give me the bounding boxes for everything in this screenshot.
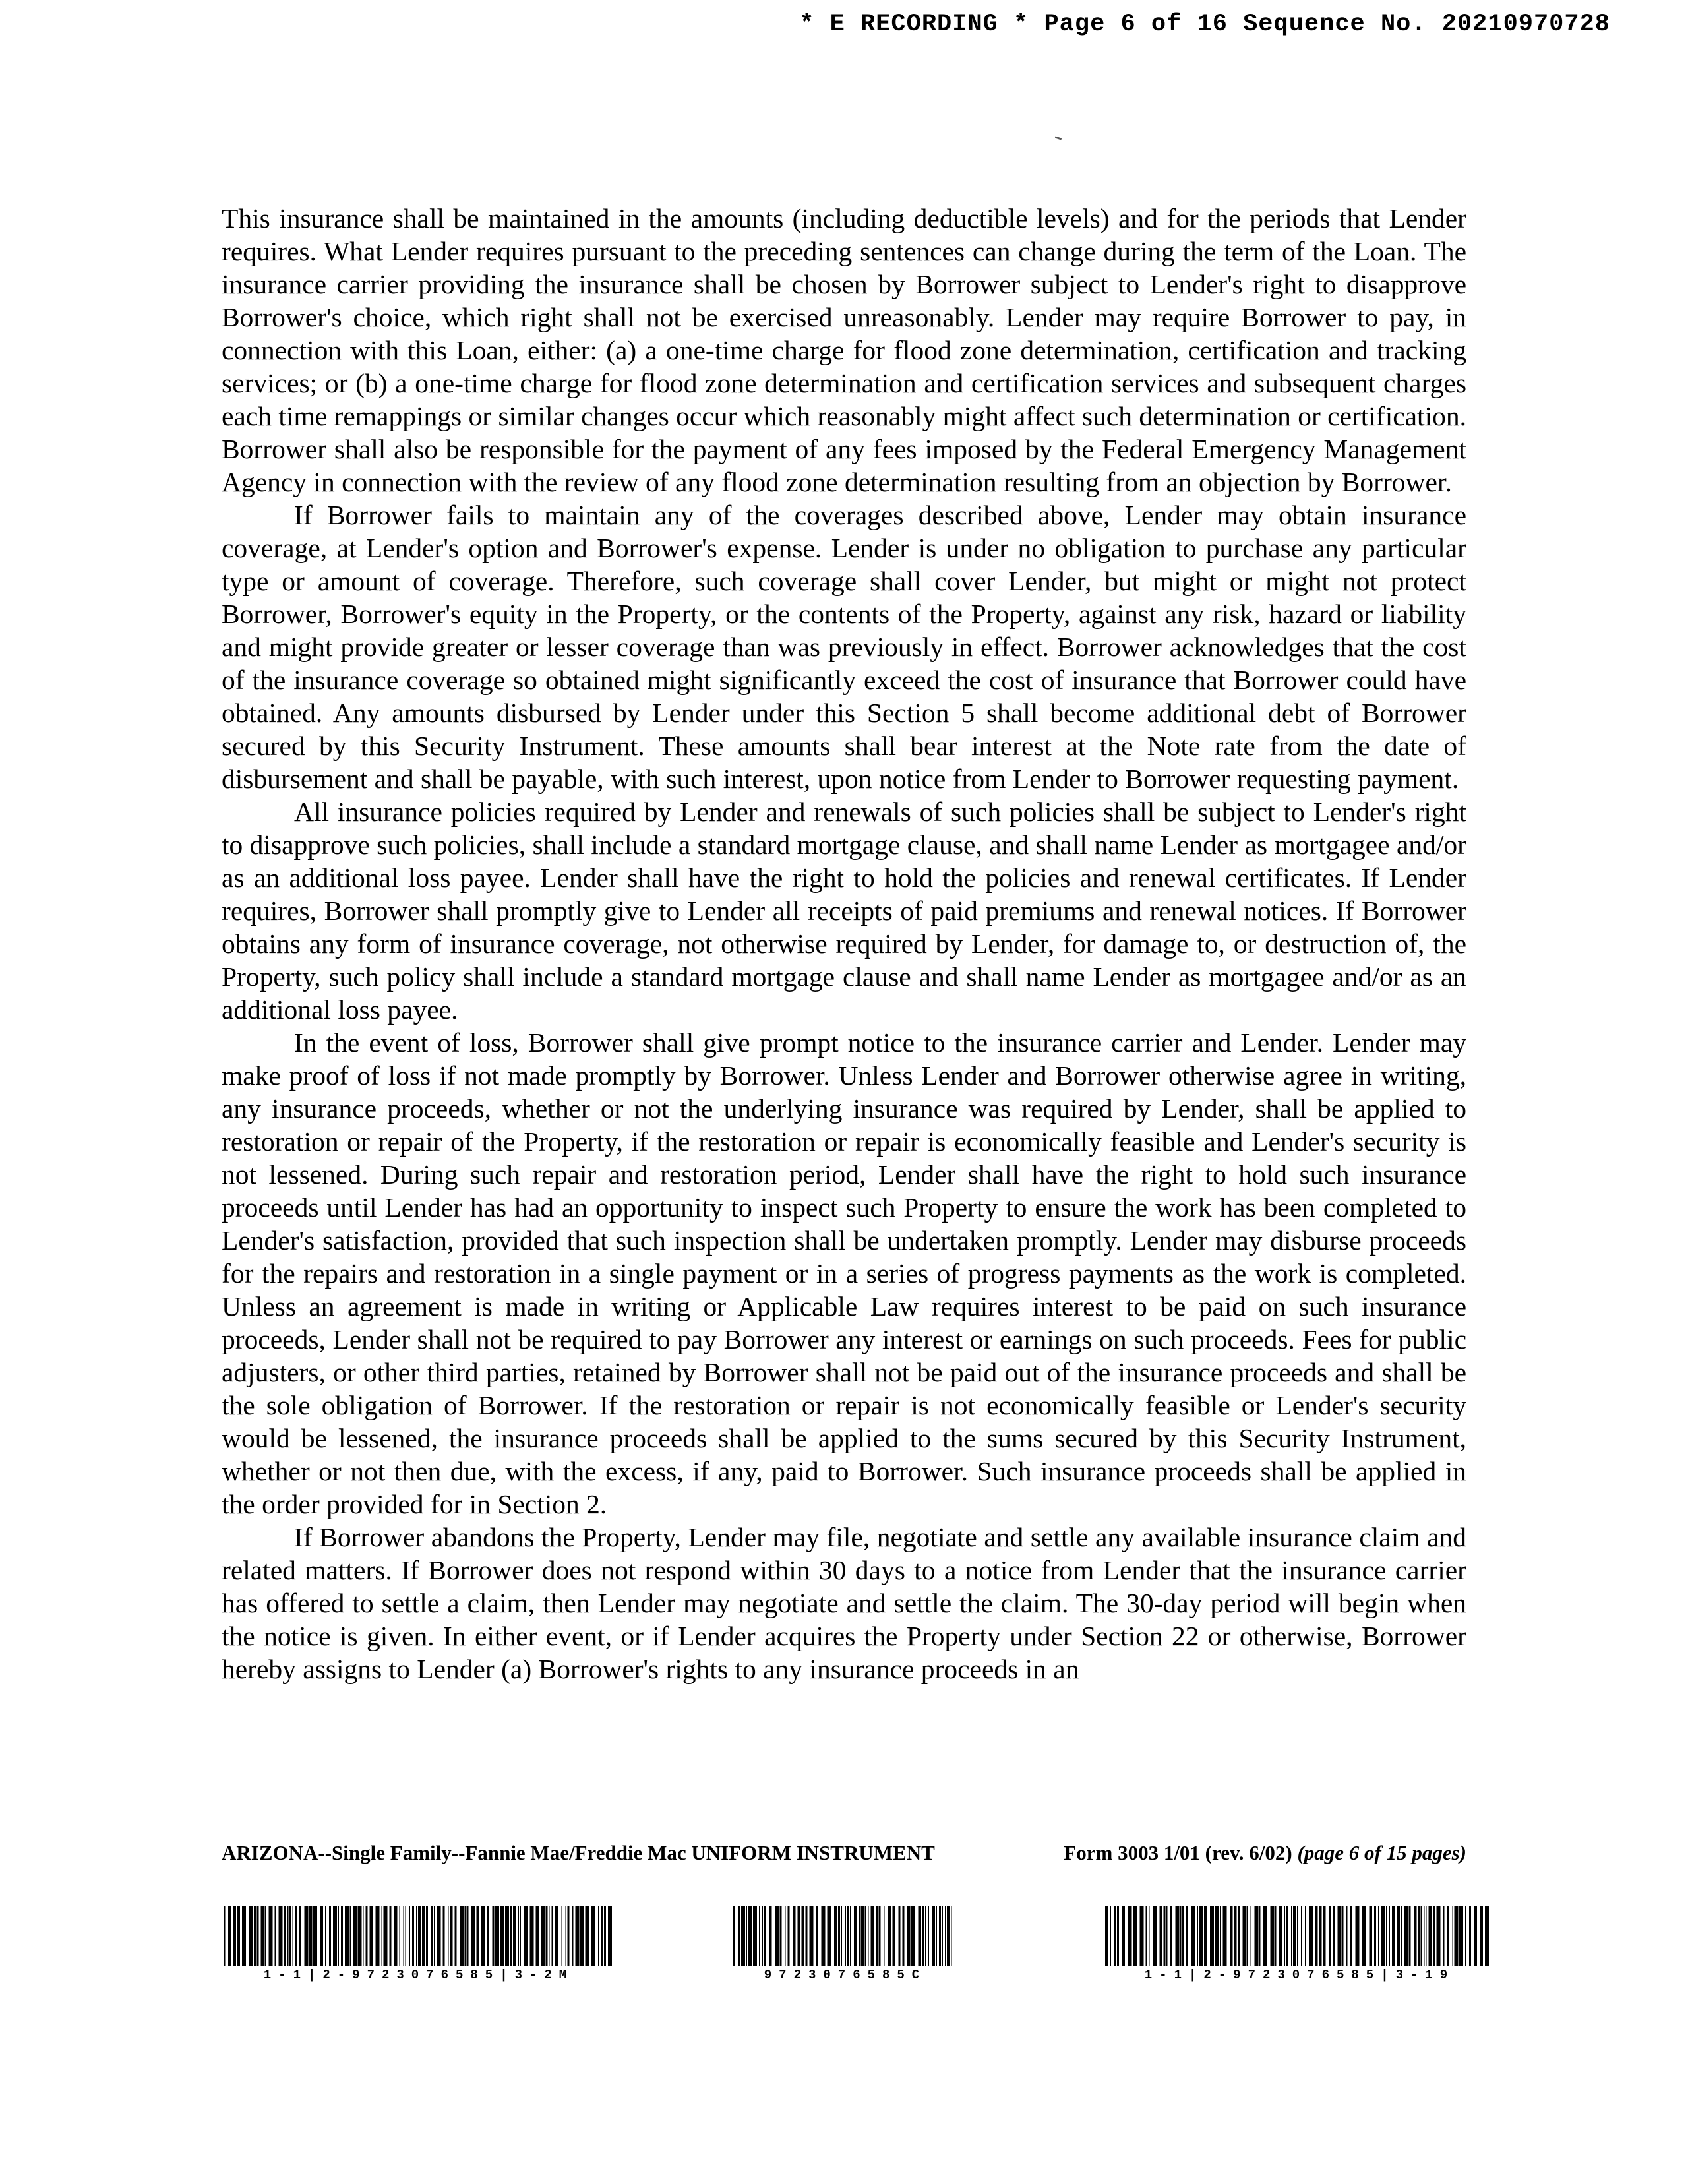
barcode-bar: [741, 1906, 745, 1966]
barcode-bar: [893, 1906, 896, 1966]
barcode-bar: [437, 1906, 441, 1966]
barcode-bar: [520, 1906, 522, 1966]
barcode-bar: [345, 1906, 349, 1966]
barcode-bar: [591, 1906, 595, 1966]
barcode-bar: [576, 1906, 580, 1966]
barcode-bar: [1255, 1906, 1259, 1966]
barcode-bar: [859, 1906, 860, 1966]
barcode-bar: [404, 1906, 405, 1966]
barcode-bar: [793, 1906, 796, 1966]
barcode-bar: [598, 1906, 599, 1966]
barcode-bar: [907, 1906, 911, 1966]
barcode-bar: [1284, 1906, 1286, 1966]
barcode-bar: [1437, 1906, 1441, 1966]
barcode-bar: [418, 1906, 421, 1966]
barcode-bar: [1166, 1906, 1168, 1966]
barcode-bar: [841, 1906, 843, 1966]
barcode-bar: [1447, 1906, 1449, 1966]
barcode-bar: [269, 1906, 273, 1966]
barcode-bar: [1342, 1906, 1344, 1966]
barcode-bars-right: [1105, 1906, 1494, 1966]
barcode-bars-center: [733, 1906, 957, 1966]
barcode-bar: [434, 1906, 435, 1966]
scan-mark: [1055, 136, 1062, 140]
barcode-bar: [1263, 1906, 1267, 1966]
barcode-bar: [546, 1906, 548, 1966]
page-count-note: (page 6 of 15 pages): [1297, 1841, 1466, 1864]
barcode-bar: [1160, 1906, 1163, 1966]
barcode-bar: [879, 1906, 881, 1966]
barcode-bar: [1404, 1906, 1408, 1966]
barcode-bar: [1401, 1906, 1402, 1966]
barcode-bar: [460, 1906, 464, 1966]
barcode-bar: [1418, 1906, 1420, 1966]
barcode-bar: [541, 1906, 545, 1966]
barcode-bar: [505, 1906, 509, 1966]
barcode-bar: [1362, 1906, 1366, 1966]
barcode-bar: [1424, 1906, 1425, 1966]
barcode-bar: [1117, 1906, 1119, 1966]
barcode-bar: [1275, 1906, 1277, 1966]
barcode-bar: [295, 1906, 297, 1966]
barcode-bar: [806, 1906, 808, 1966]
paragraph-insurance-policies: All insurance policies required by Lender and renewals of such policies shall be subject to Lender's right to disapprove such policies, shall include a standard mortgage clause, and shall name Lender as mortgagee and/or as an additional loss payee. Lender shall have the right to hold the policies and renewal certificates. If Lender requires, Borrower shall promptly give to Lender all receipts of paid premiums and renewal notices. If Borrower obtains any form of insurance coverage, not otherwise required by Lender, for damage to, or destruction of, the Property, such policy shall include a standard mortgage clause and shall name Lender as mortgagee and/or as an additional loss payee.: [222, 797, 1466, 1025]
barcode-bar: [1315, 1906, 1318, 1966]
document-body: [222, 202, 1466, 1685]
barcode-bar: [320, 1906, 324, 1966]
barcode-bar: [287, 1906, 289, 1966]
barcode-bar: [261, 1906, 264, 1966]
paragraph-lender-coverage: If Borrower fails to maintain any of the coverages described above, Lender may obtain insurance coverage, at Lender's option and Borrower's expense. Lender is under no obligation to purchase any particular type or amount of coverage. Therefore, such coverage shall cover Lender, but might or might not protect Borrower, Borrower's equity in the Property, or the contents of the Property, against any risk, hazard or liability and might provide greater or lesser coverage than was previously in effect. Borrower acknowledges that the cost of the insurance coverage so obtained might significantly exceed the cost of insurance that Borrower could have obtained. Any amounts disbursed by Lender under this Section 5 shall become additional debt of Borrower secured by this Security Instrument. These amounts shall bear interest at the Note rate from the date of disbursement and shall be payable, with such interest, upon notice from Lender to Borrower requesting payment.: [222, 500, 1466, 794]
barcode-bar: [406, 1906, 407, 1966]
barcode-bar: [822, 1906, 826, 1966]
barcode-bar: [1180, 1906, 1182, 1966]
barcode-bar: [911, 1906, 915, 1966]
barcode-bar: [384, 1906, 388, 1966]
barcode-bar: [951, 1906, 952, 1966]
barcode-bar: [936, 1906, 938, 1966]
barcode-bar: [400, 1906, 401, 1966]
barcode-bar: [868, 1906, 869, 1966]
barcode-bar: [865, 1906, 866, 1966]
barcode-bar: [370, 1906, 373, 1966]
barcode-bar: [945, 1906, 946, 1966]
barcode-bar: [228, 1906, 231, 1966]
barcode-bar: [284, 1906, 286, 1966]
barcode-bar: [513, 1906, 516, 1966]
barcode-bar: [759, 1906, 760, 1966]
barcode-bar: [942, 1906, 944, 1966]
barcode-bar: [313, 1906, 317, 1966]
barcode-bar: [1329, 1906, 1331, 1966]
barcode-bar: [810, 1906, 814, 1966]
paragraph-abandonment: If Borrower abandons the Property, Lender may file, negotiate and settle any available insurance claim and related matters. If Borrower does not respond within 30 days to a notice from Lender that the insurance carrier has offered to settle a claim, then Lender may negotiate and settle the claim. The 30-day period will begin when the notice is given. In either event, or if Lender acquires the Property under Section 22 or otherwise, Borrower hereby assigns to Lender (a) Borrower's rights to any insurance proceeds in an: [222, 1522, 1466, 1684]
barcode-bar: [586, 1906, 589, 1966]
barcode-bar: [775, 1906, 779, 1966]
barcode-bar: [431, 1906, 433, 1966]
barcode-bar: [376, 1906, 380, 1966]
barcode-bar: [947, 1906, 950, 1966]
barcode-bar: [1149, 1906, 1150, 1966]
barcode-bar: [524, 1906, 528, 1966]
barcode-bar: [1485, 1906, 1489, 1966]
barcode-bar: [1234, 1906, 1237, 1966]
barcode-bars-left: [224, 1906, 613, 1966]
barcode-bar: [903, 1906, 905, 1966]
barcode-bar: [1465, 1906, 1466, 1966]
barcode-bar: [769, 1906, 772, 1966]
barcode-caption-right: 1-1|2-9723076585|3-19: [1144, 1968, 1455, 1982]
barcode-bar: [1397, 1906, 1401, 1966]
barcode-bar: [1291, 1906, 1292, 1966]
barcode-bar: [510, 1906, 512, 1966]
barcode-bar: [1381, 1906, 1385, 1966]
barcode-bar: [536, 1906, 539, 1966]
barcode-bar: [1323, 1906, 1326, 1966]
barcode-bar: [1230, 1906, 1233, 1966]
barcode-bar: [450, 1906, 453, 1966]
barcode-bar: [493, 1906, 495, 1966]
barcode-bar: [608, 1906, 612, 1966]
barcode-bar: [601, 1906, 603, 1966]
barcode-bar: [1170, 1906, 1172, 1966]
barcode-bar: [919, 1906, 922, 1966]
barcode-bar: [257, 1906, 259, 1966]
barcode-bar: [495, 1906, 499, 1966]
barcode-bar: [1259, 1906, 1261, 1966]
barcode-bar: [1370, 1906, 1373, 1966]
barcode-caption-center: 9723076585C: [764, 1968, 927, 1982]
barcode-bar: [845, 1906, 847, 1966]
barcode-bar: [764, 1906, 766, 1966]
barcode-bar: [753, 1906, 757, 1966]
barcode-bar: [1279, 1906, 1282, 1966]
barcode-bar: [309, 1906, 313, 1966]
barcode-bar: [834, 1906, 837, 1966]
barcode-bar: [1114, 1906, 1116, 1966]
barcode-bar: [530, 1906, 534, 1966]
barcode-bar: [1271, 1906, 1275, 1966]
barcode-bar: [580, 1906, 584, 1966]
barcode-bar: [412, 1906, 414, 1966]
barcode-bar: [1455, 1906, 1459, 1966]
barcode-bar: [884, 1906, 885, 1966]
barcode-bar: [394, 1906, 398, 1966]
barcode-bar: [448, 1906, 449, 1966]
barcode-bar: [1204, 1906, 1207, 1966]
barcode-bar: [426, 1906, 428, 1966]
barcode-bar: [390, 1906, 392, 1966]
barcode-bar: [1392, 1906, 1395, 1966]
form-id: [1064, 1841, 1466, 1865]
barcode-bar: [338, 1906, 340, 1966]
barcode-bar: [733, 1906, 735, 1966]
barcode-bar: [1251, 1906, 1252, 1966]
barcode-bar: [1305, 1906, 1306, 1966]
barcode-bar: [279, 1906, 283, 1966]
barcode-bar: [1197, 1906, 1199, 1966]
barcode-bar: [566, 1906, 567, 1966]
barcode-bar: [746, 1906, 748, 1966]
barcode-bar: [1469, 1906, 1471, 1966]
barcode-bar: [443, 1906, 445, 1966]
barcode-bar: [1453, 1906, 1454, 1966]
barcode-bar: [353, 1906, 357, 1966]
barcode-right: [1105, 1906, 1494, 1982]
barcode-bar: [568, 1906, 570, 1966]
barcode-bar: [1182, 1906, 1184, 1966]
barcode-bar: [1480, 1906, 1484, 1966]
barcode-bar: [477, 1906, 480, 1966]
barcode-bar: [1301, 1906, 1302, 1966]
barcode-bar: [1319, 1906, 1322, 1966]
paragraph-event-of-loss: In the event of loss, Borrower shall give prompt notice to the insurance carrier and Lender. Lender may make proof of loss if not made promptly by Borrower. Unless Lender and Borrower otherwise agree in writing, any insurance proceeds, whether or not the underlying insurance was required by Lender, shall be applied to restoration or repair of the Property, if the restoration or repair is economically feasible and Lender's security is not lessened. During such repair and restoration period, Lender shall have the right to hold such insurance proceeds until Lender has had an opportunity to inspect such Property to ensure the work has been completed to Lender's satisfaction, provided that such inspection shall be undertaken promptly. Lender may disburse proceeds for the repairs and restoration in a single payment or in a series of progress payments as the work is completed. Unless an agreement is made in writing or Applicable Law requires interest to be paid on such insurance proceeds, Lender shall not be required to pay Borrower any interest or earnings on such proceeds. Fees for public adjusters, or other third parties, retained by Borrower shall not be paid out of the insurance proceeds and shall be the sole obligation of Borrower. If the restoration or repair is not economically feasible or Lender's security would be lessened, the insurance proceeds shall be applied to the sums secured by this Security Instrument, whether or not then due, with the excess, if any, paid to Borrower. Such insurance proceeds shall be applied in the order provided for in Section 2.: [222, 1027, 1466, 1519]
barcode-bar: [1243, 1906, 1246, 1966]
barcode-bar: [1426, 1906, 1427, 1966]
barcode-bar: [562, 1906, 563, 1966]
barcode-bar: [1186, 1906, 1188, 1966]
barcode-bar: [1199, 1906, 1203, 1966]
barcode-bar: [471, 1906, 475, 1966]
barcode-bar: [1286, 1906, 1288, 1966]
barcode-bar: [1338, 1906, 1342, 1966]
barcode-bar: [363, 1906, 364, 1966]
barcode-bar: [1176, 1906, 1180, 1966]
barcode-bar: [366, 1906, 368, 1966]
barcode-bar: [1474, 1906, 1478, 1966]
barcode-bar: [242, 1906, 246, 1966]
barcode-bar: [1443, 1906, 1445, 1966]
barcode-bar: [350, 1906, 351, 1966]
barcode-bar: [748, 1906, 752, 1966]
barcode-bar: [409, 1906, 411, 1966]
barcode-bar: [1378, 1906, 1379, 1966]
barcode-bar: [1429, 1906, 1432, 1966]
barcode-bar: [1122, 1906, 1126, 1966]
barcode-bar: [1374, 1906, 1376, 1966]
barcode-bar: [555, 1906, 558, 1966]
barcode-bar: [847, 1906, 849, 1966]
barcode-bar: [1414, 1906, 1417, 1966]
barcode-bar: [1389, 1906, 1391, 1966]
barcode-bar: [1220, 1906, 1221, 1966]
barcode-bar: [341, 1906, 343, 1966]
barcode-bar: [899, 1906, 901, 1966]
barcode-bar: [762, 1906, 764, 1966]
barcode-bar: [455, 1906, 457, 1966]
barcode-bar: [233, 1906, 237, 1966]
barcode-bar: [1459, 1906, 1463, 1966]
barcode-bar: [299, 1906, 301, 1966]
barcode-bar: [876, 1906, 878, 1966]
barcode-bar: [1140, 1906, 1144, 1966]
barcode-bar: [788, 1906, 790, 1966]
barcode-bar: [572, 1906, 574, 1966]
barcode-bar: [785, 1906, 786, 1966]
barcode-caption-left: 1-1|2-9723076585|3-2M: [263, 1968, 574, 1982]
barcode-bar: [325, 1906, 326, 1966]
barcode-bar: [293, 1906, 294, 1966]
barcode-bar: [816, 1906, 818, 1966]
barcode-bar: [850, 1906, 851, 1966]
barcode-bar: [1293, 1906, 1296, 1966]
barcode-bar: [1356, 1906, 1360, 1966]
barcode-bar: [518, 1906, 520, 1966]
barcode-bar: [1223, 1906, 1227, 1966]
barcode-bar: [861, 1906, 864, 1966]
barcode-bar: [1210, 1906, 1214, 1966]
barcode-bar: [1238, 1906, 1240, 1966]
paragraph-insurance-amounts: This insurance shall be maintained in the amounts (including deductible levels) and for the periods that Lender requires. What Lender requires pursuant to the preceding sentences can change during the term of the Loan. The insurance carrier providing the insurance shall be chosen by Borrower subject to Lender's right to disapprove Borrower's choice, which right shall not be exercised unreasonably. Lender may require Borrower to pay, in connection with this Loan, either: (a) a one-time charge for flood zone determination, certification and tracking services; or (b) a one-time charge for flood zone determination and certification services and subsequent charges each time remappings or similar changes occur which reasonably might affect such determination or certification. Borrower shall also be responsible for the payment of any fees imposed by the Federal Emergency Management Agency in connection with the review of any flood zone determination resulting from an objection by Borrower.: [222, 203, 1466, 497]
barcode-bar: [604, 1906, 606, 1966]
barcode-bar: [1247, 1906, 1248, 1966]
barcode-bar: [1153, 1906, 1157, 1966]
barcode-bar: [549, 1906, 550, 1966]
barcode-bar: [932, 1906, 936, 1966]
barcode-bar: [552, 1906, 553, 1966]
barcode-bar: [1105, 1906, 1108, 1966]
barcode-bar: [481, 1906, 485, 1966]
barcode-bar: [1191, 1906, 1195, 1966]
barcode-bar: [465, 1906, 466, 1966]
barcode-bar: [289, 1906, 291, 1966]
barcode-bar: [1164, 1906, 1166, 1966]
barcode-bar: [939, 1906, 941, 1966]
form-footer: [222, 1841, 1466, 1865]
barcode-bar: [237, 1906, 241, 1966]
barcode-bar: [928, 1906, 930, 1966]
barcode-bar: [1133, 1906, 1137, 1966]
barcode-bar: [1309, 1906, 1313, 1966]
barcode-bar: [1421, 1906, 1422, 1966]
barcode-bar: [467, 1906, 469, 1966]
barcode-bar: [871, 1906, 874, 1966]
barcode-bar: [888, 1906, 891, 1966]
barcode-bar: [798, 1906, 801, 1966]
barcode-bar: [1433, 1906, 1435, 1966]
barcode-left: [224, 1906, 613, 1982]
barcode-bar: [1386, 1906, 1387, 1966]
barcode-bar: [1128, 1906, 1132, 1966]
barcode-bar: [854, 1906, 857, 1966]
barcode-bar: [1110, 1906, 1112, 1966]
barcode-bar: [254, 1906, 256, 1966]
recording-stamp: * E RECORDING * Page 6 of 16 Sequence No. 20210970728: [799, 11, 1610, 38]
barcode-bar: [925, 1906, 926, 1966]
barcode-bar: [265, 1906, 266, 1966]
barcode-bar: [487, 1906, 489, 1966]
form-number: Form 3003 1/01 (rev. 6/02): [1064, 1841, 1292, 1864]
barcode-bar: [1297, 1906, 1298, 1966]
barcode-bar: [422, 1906, 425, 1966]
barcode-bar: [416, 1906, 417, 1966]
barcode-bar: [828, 1906, 831, 1966]
barcode-bar: [249, 1906, 253, 1966]
barcode-bar: [838, 1906, 840, 1966]
barcode-bar: [1350, 1906, 1352, 1966]
barcode-bar: [329, 1906, 331, 1966]
instrument-title: ARIZONA--Single Family--Fannie Mae/Freddie Mac UNIFORM INSTRUMENT: [222, 1841, 935, 1864]
barcode-bar: [1346, 1906, 1348, 1966]
barcode-bar: [802, 1906, 805, 1966]
barcode-bar: [738, 1906, 740, 1966]
barcode-bar: [1215, 1906, 1219, 1966]
barcode-bar: [305, 1906, 309, 1966]
barcode-bar: [1409, 1906, 1411, 1966]
barcode-center: [733, 1906, 957, 1982]
barcode-bar: [500, 1906, 504, 1966]
barcode-bar: [922, 1906, 924, 1966]
barcode-bar: [333, 1906, 337, 1966]
barcode-bar: [780, 1906, 782, 1966]
barcode-bar: [382, 1906, 383, 1966]
barcode-bar: [275, 1906, 276, 1966]
barcode-bar: [224, 1906, 226, 1966]
barcode-bar: [1333, 1906, 1335, 1966]
barcode-bar: [358, 1906, 362, 1966]
barcode-bar: [1146, 1906, 1147, 1966]
